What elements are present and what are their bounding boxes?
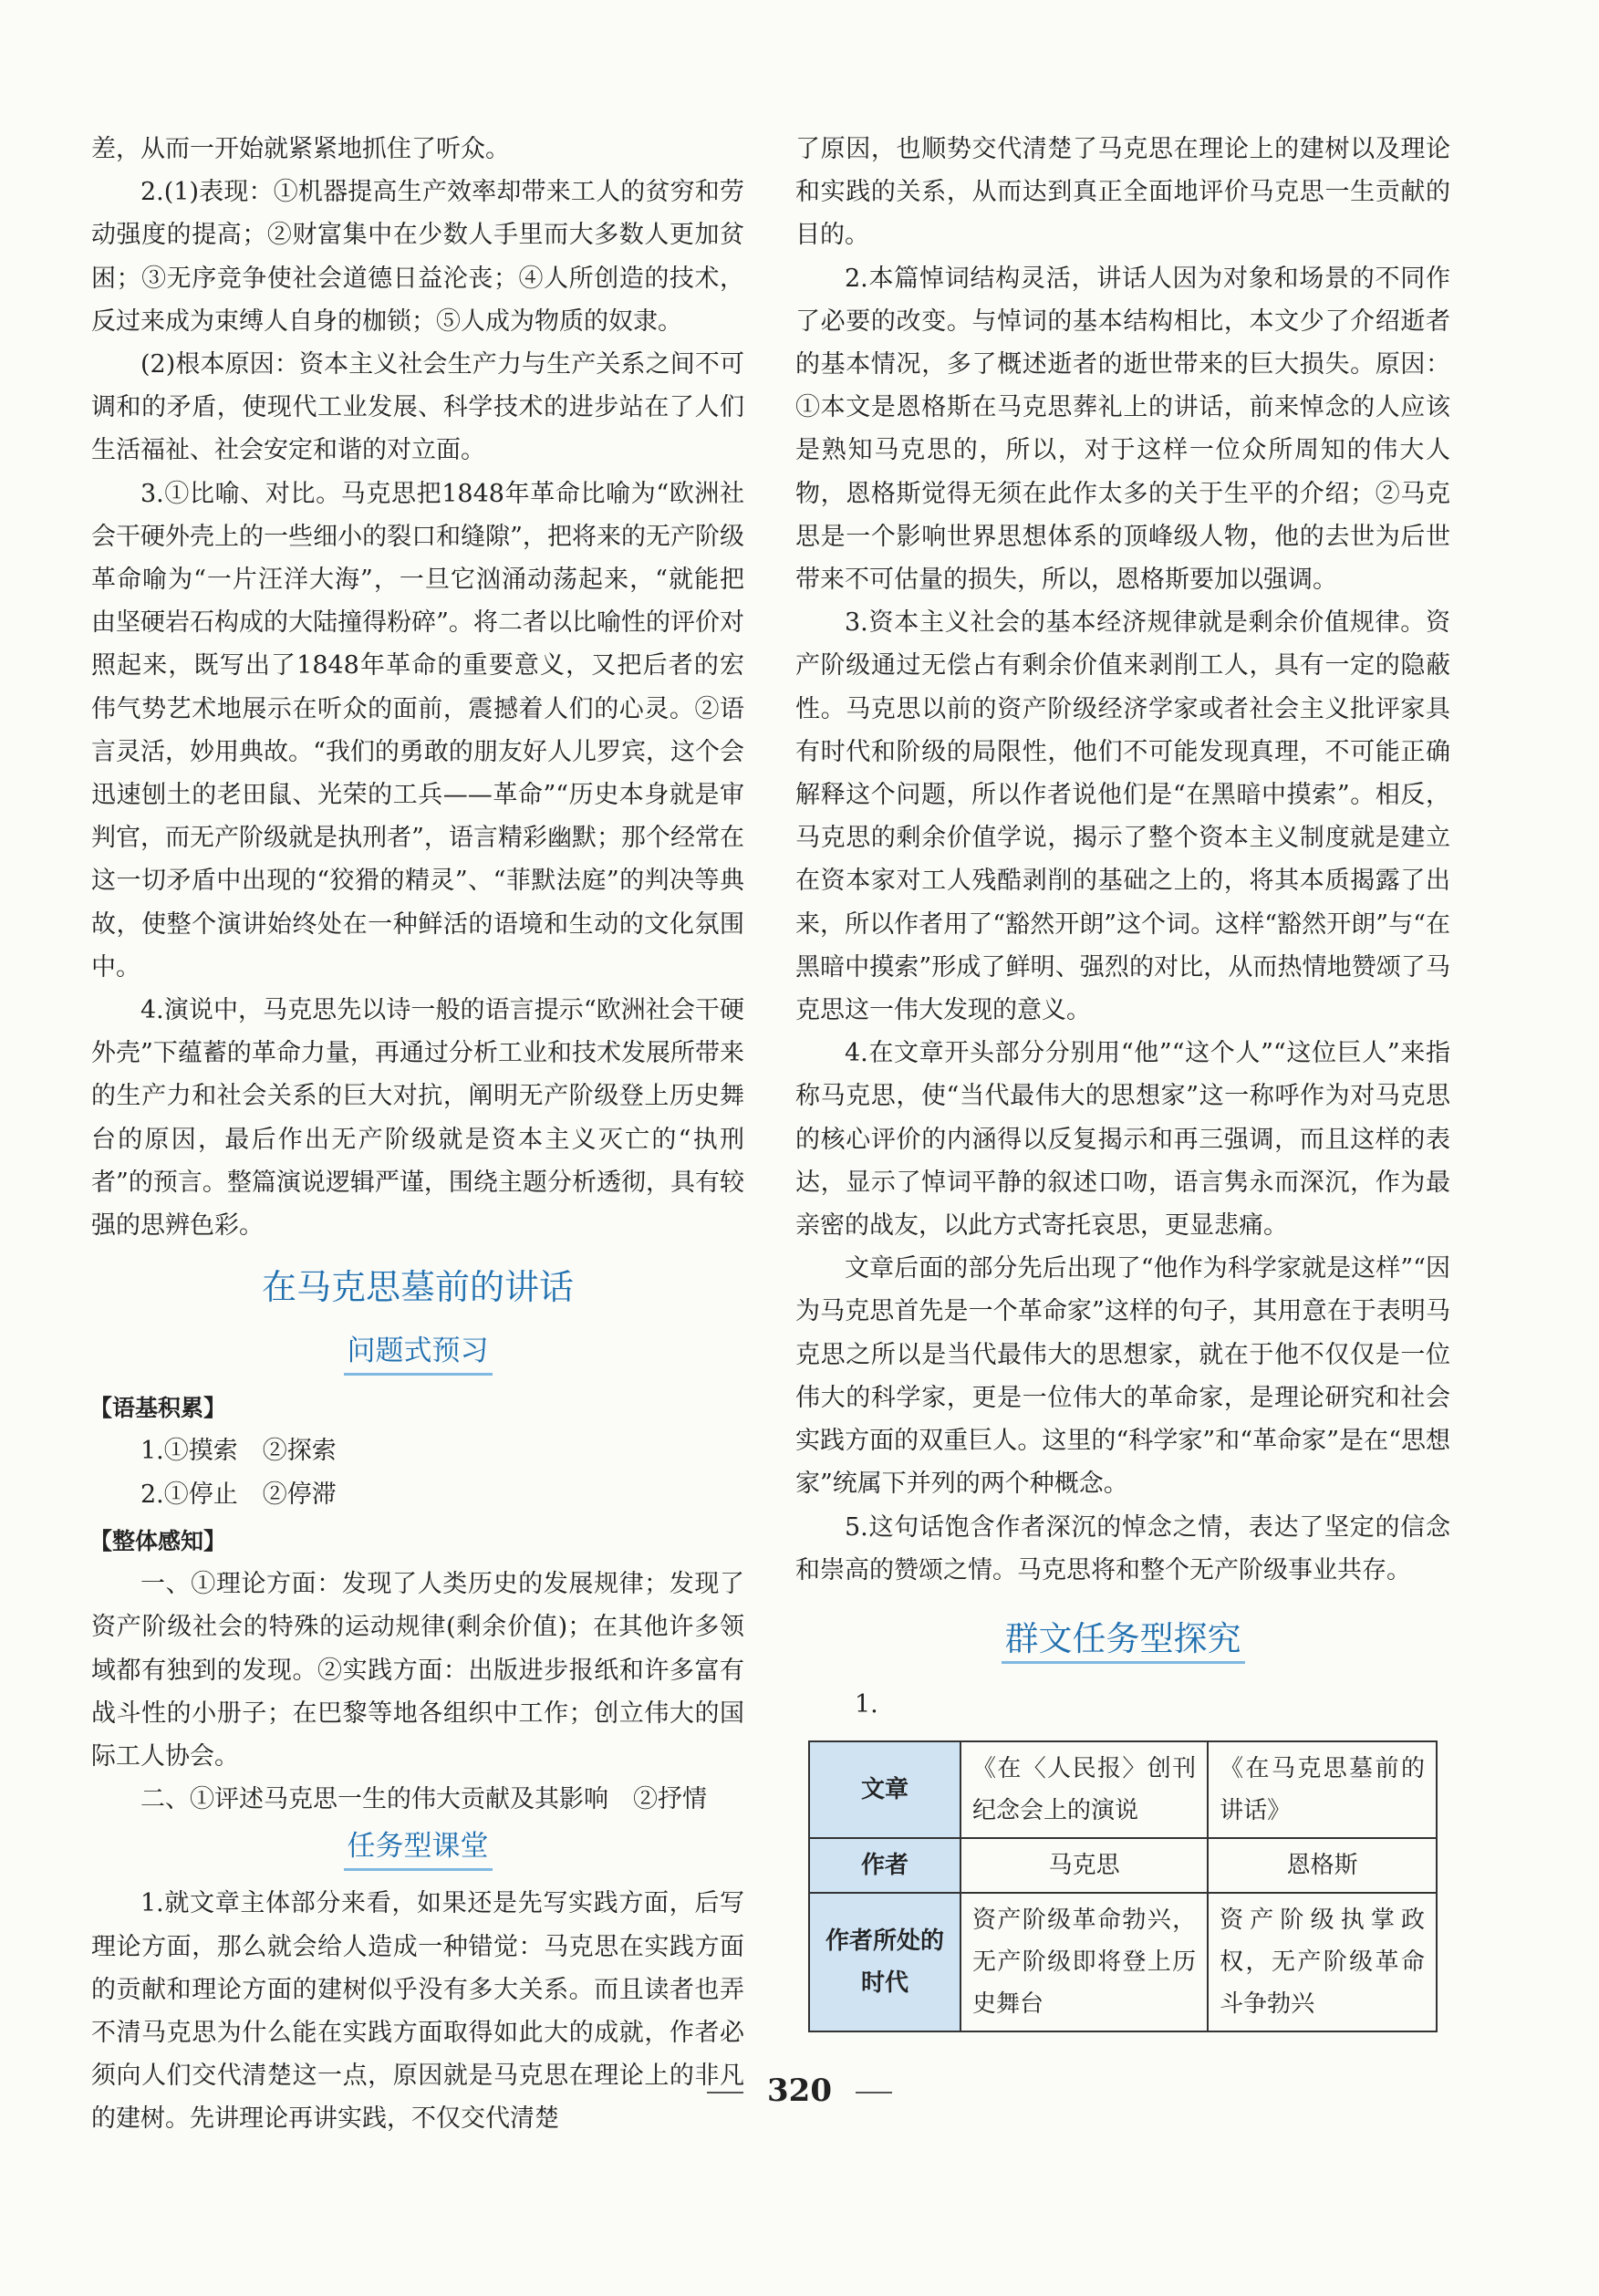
- table-row: [809, 1893, 1437, 2031]
- question-number: 1.: [855, 1689, 878, 1719]
- page-number-dash: [707, 2092, 743, 2093]
- right-paragraph: 3.资本主义社会的基本经济规律就是剩余价值规律。资产阶级通过无偿占有剩余价值来剥削工人，具有一定的隐蔽性。马克思以前的资产阶级经济学家或者社会主义批评家具有时代和阶级的局限性，他们不可能发现真理，不可能正确解释这个问题，所以作者说他们是“在黑暗中摸索”。相反，马克思的剩余价值学说，揭示了整个资本主义制度就是建立在资本家对工人残酷剥削的基础之上的，将其本质揭露了出来，所以作者用了“豁然开朗”这个词。这样“豁然开朗”与“在黑暗中摸索”形成了鲜明、强烈的对比，从而热情地赞颂了马克思这一伟大发现的意义。: [795, 608, 1450, 1025]
- left-paragraph: 二、①评述马克思一生的伟大贡献及其影响 ②抒情: [140, 1785, 707, 1814]
- left-paragraph: 3.①比喻、对比。马克思把1848年革命比喻为“欧洲社会干硬外壳上的一些细小的裂口和缝隙”，把将来的无产阶级革命喻为“一片汪洋大海”，一旦它汹涌动荡起来，“就能把由坚硬岩石构成的大陆撞得粉碎”。将二者以比喻性的评价对照起来，既写出了1848年革命的重要意义，又把后者的宏伟气势艺术地展示在听众的面前，震撼着人们的心灵。②语言灵活，妙用典故。“我们的勇敢的朋友好人儿罗宾，这个会迅速刨土的老田鼠、光荣的工兵——革命”“历史本身就是审判官，而无产阶级就是执刑者”，语言精彩幽默；那个经常在这一切矛盾中出现的“狡猾的精灵”、“菲默法庭”的判决等典故，使整个演讲始终处在一种鲜活的语境和生动的文化氛围中。: [91, 479, 744, 982]
- subsection-heading: [91, 1331, 744, 1376]
- page-number-text: 320: [767, 2073, 832, 2109]
- left-paragraph: 2.(1)表现：①机器提高生产效率却带来工人的贫穷和劳动强度的提高；②财富集中在少数人手里而大多数人更加贫困；③无序竞争使社会道德日益沦丧；④人所创造的技术，反过来成为束缚人自身的枷锁；⑤人成为物质的奴隶。: [91, 178, 744, 336]
- table-row: [809, 1838, 1437, 1893]
- table-cell: 《在〈人民报〉创刊纪念会上的演说: [960, 1741, 1208, 1838]
- right-paragraph: 2.本篇悼词结构灵活，讲话人因为对象和场景的不同作了必要的改变。与悼词的基本结构相比，本文少了介绍逝者的基本情况，多了概述逝者的逝世带来的巨大损失。原因：①本文是恩格斯在马克思葬礼上的讲话，前来悼念的人应该是熟知马克思的，所以，对于这样一位众所周知的伟大人物，恩格斯觉得无须在此作太多的关于生平的介绍；②马克思是一个影响世界思想体系的顶峰级人物，他的去世为后世带来不可估量的损失，所以，恩格斯要加以强调。: [795, 264, 1450, 595]
- table-row: [809, 1741, 1437, 1838]
- bracket-label: 【整体感知】: [89, 1527, 227, 1554]
- right-paragraph: 文章后面的部分先后出现了“他作为科学家就是这样”“因为马克思首先是一个革命家”这样的句子，其用意在于表明马克思之所以是当代最伟大的思想家，就在于他不仅仅是一位伟大的科学家，更是一位伟大的革命家，是理论研究和社会实践方面的双重巨人。这里的“科学家”和“革命家”是在“思想家”统属下并列的两个种概念。: [795, 1254, 1450, 1499]
- left-paragraph: (2)根本原因：资本主义社会生产力与生产关系之间不可调和的矛盾，使现代工业发展、科学技术的进步站在了人们生活福祉、社会安定和谐的对立面。: [91, 350, 744, 465]
- table-cell: 资产阶级革命勃兴，无产阶级即将登上历史舞台: [960, 1893, 1208, 2031]
- subsection-heading-text: 问题式预习: [344, 1331, 493, 1376]
- table-header-cell: 作者: [809, 1838, 960, 1893]
- table-cell: 马克思: [960, 1838, 1208, 1893]
- subsection-heading: [795, 1619, 1450, 1665]
- page-number-dash: [856, 2092, 892, 2093]
- left-paragraph: 1.就文章主体部分来看，如果还是先写实践方面，后写理论方面，那么就会给人造成一种错觉：马克思在实践方面的贡献和理论方面的建树似乎没有多大关系。而且读者也弄不清马克思为什么能在实践方面取得如此大的成就，作者必须向人们交代清楚这一点，原因就是马克思在理论上的非凡的建树。先讲理论再讲实践，不仅交代清楚: [91, 1889, 744, 2134]
- subsection-heading-text: 群文任务型探究: [1002, 1619, 1245, 1664]
- answer-line: 2.①停止 ②停滞: [140, 1480, 337, 1509]
- right-paragraph: 5.这句话饱含作者深沉的悼念之情，表达了坚定的信念和崇高的赞颂之情。马克思将和整个无产阶级事业共存。: [795, 1512, 1450, 1584]
- subsection-heading-text: 任务型课堂: [344, 1826, 493, 1871]
- left-column: [91, 128, 744, 2141]
- left-paragraph: 4.演说中，马克思先以诗一般的语言提示“欧洲社会干硬外壳”下蕴蓄的革命力量，再通过分析工业和技术发展所带来的生产力和社会关系的巨大对抗，阐明无产阶级登上历史舞台的原因，最后作出无产阶级就是资本主义灭亡的“执刑者”的预言。整篇演说逻辑严谨，围绕主题分析透彻，具有较强的思辨色彩。: [91, 996, 744, 1241]
- right-paragraph: 4.在文章开头部分分别用“他”“这个人”“这位巨人”来指称马克思，使“当代最伟大的思想家”这一称呼作为对马克思的核心评价的内涵得以反复揭示和再三强调，而且这样的表达，显示了悼词平静的叙述口吻，语言隽永而深沉，作为最亲密的战友，以此方式寄托哀思，更显悲痛。: [795, 1039, 1450, 1241]
- comparison-table: [808, 1740, 1438, 2032]
- bracket-label: 【语基积累】: [89, 1395, 227, 1422]
- page-number: [0, 2073, 1599, 2109]
- section-title: 在马克思墓前的讲话: [261, 1267, 574, 1308]
- answer-line: 1.①摸索 ②探索: [140, 1437, 337, 1466]
- right-paragraph: 了原因，也顺势交代清楚了马克思在理论上的建树以及理论和实践的关系，从而达到真正全面地评价马克思一生贡献的目的。: [795, 135, 1450, 250]
- table-header-cell: 文章: [809, 1741, 960, 1838]
- right-column: [795, 128, 1450, 2032]
- subsection-heading: [91, 1826, 744, 1871]
- left-paragraph: 一、①理论方面：发现了人类历史的发展规律；发现了资产阶级社会的特殊的运动规律(剩余价值)；在其他许多领域都有独到的发现。②实践方面：出版进步报纸和许多富有战斗性的小册子；在巴黎等地各组织中工作；创立伟大的国际工人协会。: [91, 1570, 744, 1771]
- table-cell: 恩格斯: [1208, 1838, 1437, 1893]
- table-cell: 《在马克思墓前的讲话》: [1208, 1741, 1437, 1838]
- table-cell: 资产阶级执掌政权，无产阶级革命斗争勃兴: [1208, 1893, 1437, 2031]
- left-paragraph: 差，从而一开始就紧紧地抓住了听众。: [91, 135, 510, 163]
- table-header-cell: 作者所处的时代: [809, 1893, 960, 2031]
